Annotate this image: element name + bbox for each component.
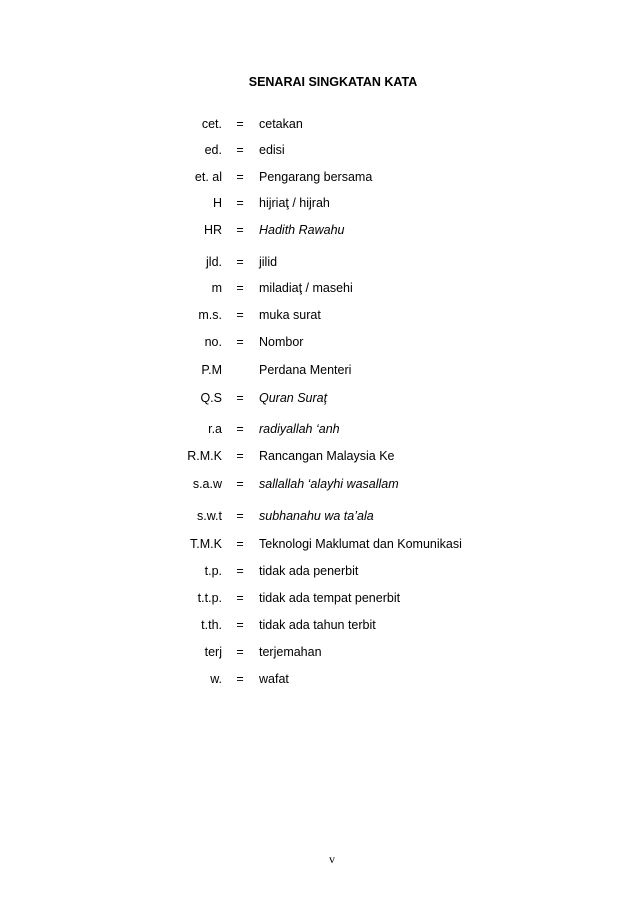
abbreviation-row	[0, 220, 638, 240]
abbreviation-row	[0, 332, 638, 352]
equals-sign: =	[236, 391, 244, 405]
abbreviation-row	[0, 534, 638, 554]
page-number: v	[329, 852, 335, 866]
equals-sign: =	[236, 618, 244, 632]
abbreviation-row	[0, 474, 638, 494]
abbreviation-term: w.	[210, 672, 222, 686]
abbreviation-term: m.s.	[198, 308, 222, 322]
abbreviation-row	[0, 669, 638, 689]
abbreviation-definition: muka surat	[259, 308, 321, 322]
abbreviation-definition: hijriaţ / hijrah	[259, 196, 330, 210]
equals-sign: =	[236, 422, 244, 436]
abbreviation-term: ed.	[204, 143, 222, 157]
abbreviation-definition: subhanahu wa ta’ala	[259, 509, 374, 523]
abbreviation-definition: Nombor	[259, 335, 304, 349]
abbreviation-row	[0, 615, 638, 635]
equals-sign: =	[236, 645, 244, 659]
equals-sign: =	[236, 564, 244, 578]
abbreviation-definition: miladiaţ / masehi	[259, 281, 353, 295]
abbreviation-definition: Hadith Rawahu	[259, 223, 345, 237]
abbreviation-row	[0, 167, 638, 187]
abbreviation-row	[0, 278, 638, 298]
abbreviation-definition: edisi	[259, 143, 285, 157]
abbreviation-term: HR	[203, 223, 222, 237]
equals-sign: =	[236, 170, 244, 184]
equals-sign: =	[236, 223, 244, 237]
equals-sign: =	[236, 509, 244, 523]
abbreviation-definition: tidak ada penerbit	[259, 564, 359, 578]
abbreviation-row	[0, 642, 638, 662]
abbreviation-row	[0, 252, 638, 272]
abbreviation-definition: jilid	[259, 255, 278, 269]
abbreviation-term: P.M	[201, 363, 222, 377]
abbreviation-definition: radiyallah ‘anh	[259, 422, 340, 436]
abbreviation-definition: Perdana Menteri	[259, 363, 352, 377]
abbreviation-row	[0, 561, 638, 581]
abbreviation-term: H	[212, 196, 222, 210]
abbreviation-term: jld.	[206, 255, 222, 269]
abbreviation-definition: wafat	[259, 672, 289, 686]
abbreviation-term: s.w.t	[196, 509, 222, 523]
abbreviation-row	[0, 419, 638, 439]
page-title: SENARAI SINGKATAN KATA	[248, 75, 418, 89]
abbreviation-term: m	[211, 281, 222, 295]
abbreviation-definition: terjemahan	[259, 645, 322, 659]
abbreviation-term: t.th.	[201, 618, 222, 632]
abbreviation-definition: tidak ada tempat penerbit	[259, 591, 401, 605]
abbreviation-row	[0, 588, 638, 608]
abbreviation-row	[0, 193, 638, 213]
equals-sign: =	[236, 196, 244, 210]
abbreviation-term: T.M.K	[190, 537, 222, 551]
abbreviation-term: terj	[204, 645, 222, 659]
abbreviation-term: r.a	[208, 422, 222, 436]
abbreviation-definition: Teknologi Maklumat dan Komunikasi	[259, 537, 462, 551]
abbreviation-row	[0, 305, 638, 325]
equals-sign: =	[236, 477, 244, 491]
equals-sign: =	[236, 672, 244, 686]
abbreviation-definition: tidak ada tahun terbit	[259, 618, 376, 632]
abbreviation-row	[0, 114, 638, 134]
abbreviation-term: Q.S	[200, 391, 222, 405]
abbreviation-row	[0, 446, 638, 466]
abbreviation-definition: Quran Suraţ	[259, 391, 328, 405]
abbreviation-definition: Pengarang bersama	[259, 170, 373, 184]
abbreviation-row	[0, 506, 638, 526]
equals-sign: =	[236, 281, 244, 295]
equals-sign: =	[236, 117, 244, 131]
equals-sign: =	[236, 449, 244, 463]
abbreviation-term: no.	[204, 335, 222, 349]
equals-sign: =	[236, 537, 244, 551]
abbreviation-term: s.a.w	[192, 477, 222, 491]
equals-sign: =	[236, 255, 244, 269]
abbreviation-definition: Rancangan Malaysia Ke	[259, 449, 395, 463]
abbreviation-row	[0, 360, 638, 380]
abbreviation-term: t.t.p.	[197, 591, 222, 605]
abbreviation-term: R.M.K	[187, 449, 222, 463]
abbreviation-term: cet.	[201, 117, 222, 131]
equals-sign: =	[236, 335, 244, 349]
abbreviation-term: t.p.	[204, 564, 222, 578]
abbreviation-row	[0, 388, 638, 408]
abbreviation-row	[0, 140, 638, 160]
equals-sign: =	[236, 591, 244, 605]
abbreviation-definition: cetakan	[259, 117, 303, 131]
abbreviation-term: et. al	[194, 170, 222, 184]
equals-sign: =	[236, 143, 244, 157]
equals-sign: =	[236, 308, 244, 322]
abbreviation-definition: sallallah ‘alayhi wasallam	[259, 477, 399, 491]
